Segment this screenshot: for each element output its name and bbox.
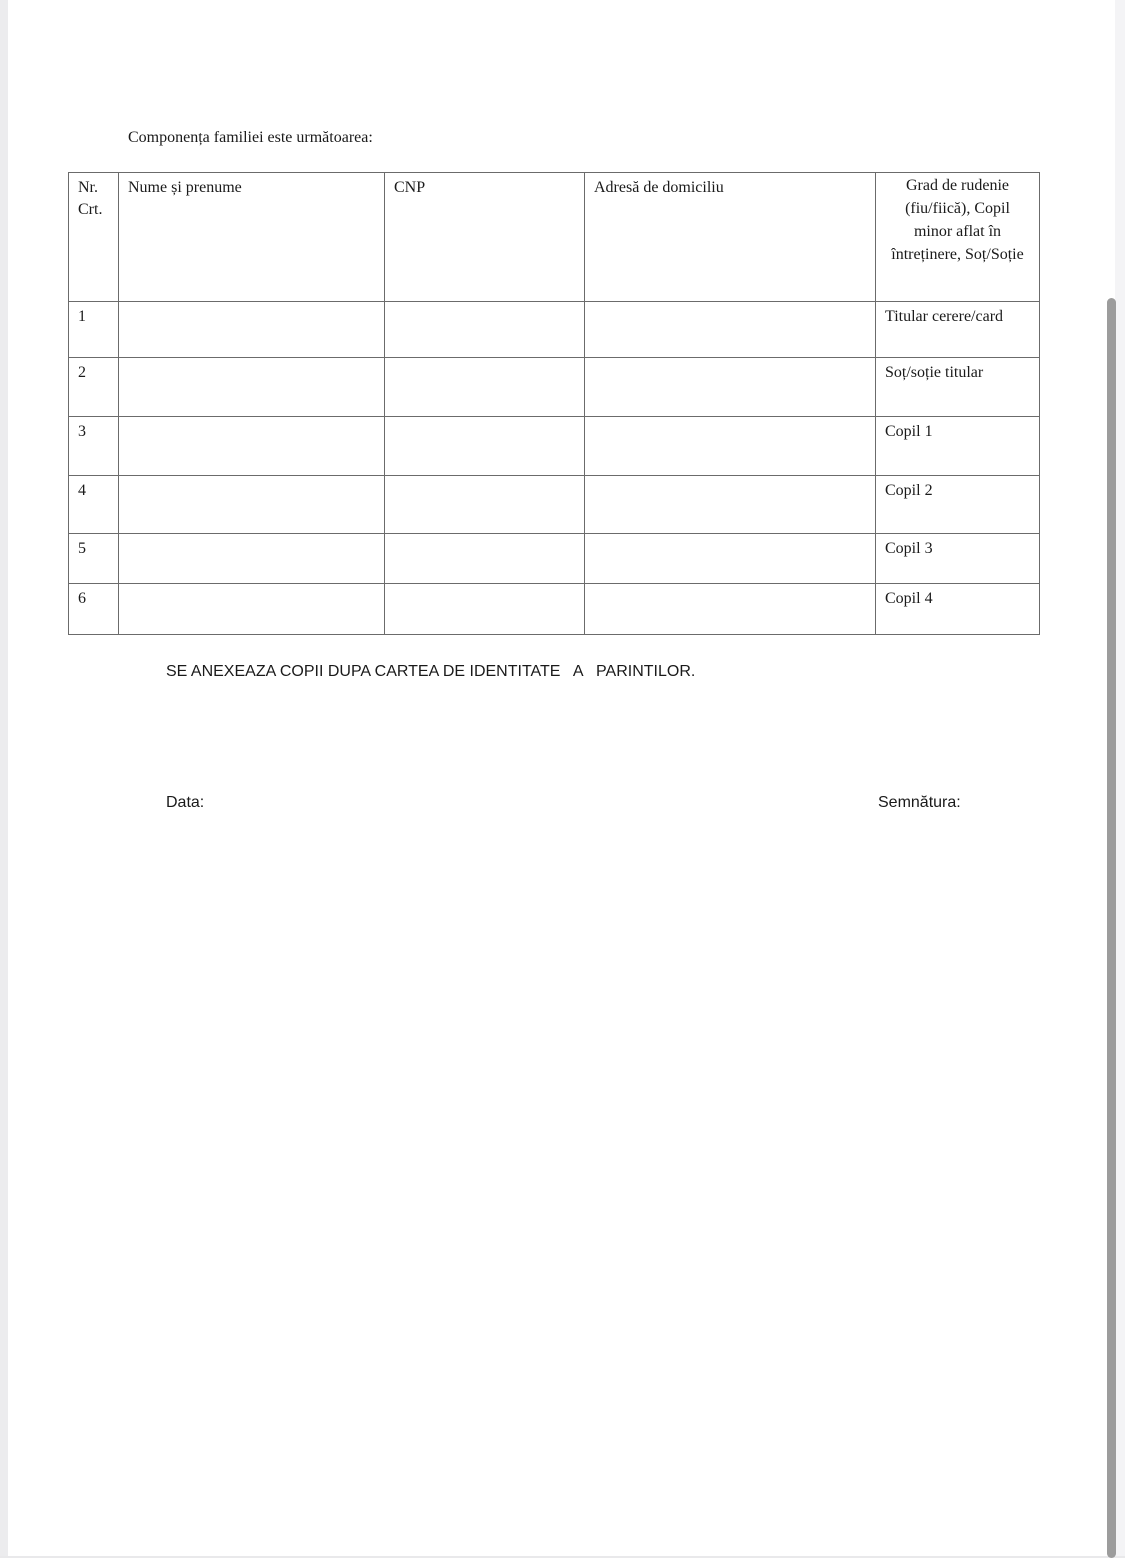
table-row <box>69 302 1040 358</box>
cell-address[interactable] <box>585 302 876 358</box>
cell-name[interactable] <box>119 476 385 534</box>
header-relationship-label: Grad de rudenie (fiu/fiică), Copil minor aflat în întreținere, Soț/Soție <box>891 177 1024 263</box>
table-row <box>69 476 1040 534</box>
viewer-right-gutter <box>1115 0 1125 1556</box>
cell-relationship: Copil 4 <box>876 584 1040 635</box>
cell-nr: 4 <box>69 476 119 534</box>
family-table <box>68 172 1040 635</box>
table-row <box>69 417 1040 476</box>
cell-cnp[interactable] <box>385 417 585 476</box>
header-address <box>585 173 876 302</box>
cell-cnp[interactable] <box>385 584 585 635</box>
table-row <box>69 584 1040 635</box>
cell-relationship: Soț/soție titular <box>876 358 1040 417</box>
family-composition-intro: Componența familiei este următoarea: <box>128 129 373 146</box>
header-nr-crt <box>69 173 119 302</box>
cell-nr: 6 <box>69 584 119 635</box>
header-address-label: Adresă de domiciliu <box>594 179 724 196</box>
table-row <box>69 358 1040 417</box>
cell-address[interactable] <box>585 584 876 635</box>
annex-note: SE ANEXEAZA COPII DUPA CARTEA DE IDENTITATE A PARINTILOR. <box>166 663 696 680</box>
cell-nr: 1 <box>69 302 119 358</box>
cell-cnp[interactable] <box>385 534 585 584</box>
cell-address[interactable] <box>585 476 876 534</box>
cell-relationship: Copil 2 <box>876 476 1040 534</box>
cell-relationship: Copil 3 <box>876 534 1040 584</box>
cell-cnp[interactable] <box>385 302 585 358</box>
header-name-label: Nume și prenume <box>128 179 242 196</box>
signature-label: Semnătura: <box>878 794 961 811</box>
cell-name[interactable] <box>119 584 385 635</box>
cell-name[interactable] <box>119 358 385 417</box>
cell-nr: 2 <box>69 358 119 417</box>
cell-name[interactable] <box>119 417 385 476</box>
header-name <box>119 173 385 302</box>
cell-cnp[interactable] <box>385 476 585 534</box>
header-relationship <box>876 173 1040 302</box>
cell-address[interactable] <box>585 534 876 584</box>
cell-nr: 3 <box>69 417 119 476</box>
cell-address[interactable] <box>585 358 876 417</box>
table-header-row <box>69 173 1040 302</box>
table-row <box>69 534 1040 584</box>
header-nr-crt-label: Nr. Crt. <box>78 179 103 218</box>
date-label: Data: <box>166 794 205 811</box>
cell-relationship: Titular cerere/card <box>876 302 1040 358</box>
header-cnp-label: CNP <box>394 179 426 196</box>
viewer-left-gutter <box>0 0 8 1556</box>
cell-name[interactable] <box>119 534 385 584</box>
cell-name[interactable] <box>119 302 385 358</box>
cell-address[interactable] <box>585 417 876 476</box>
cell-relationship: Copil 1 <box>876 417 1040 476</box>
header-cnp <box>385 173 585 302</box>
cell-nr: 5 <box>69 534 119 584</box>
cell-cnp[interactable] <box>385 358 585 417</box>
vertical-scrollbar[interactable] <box>1107 298 1116 1558</box>
